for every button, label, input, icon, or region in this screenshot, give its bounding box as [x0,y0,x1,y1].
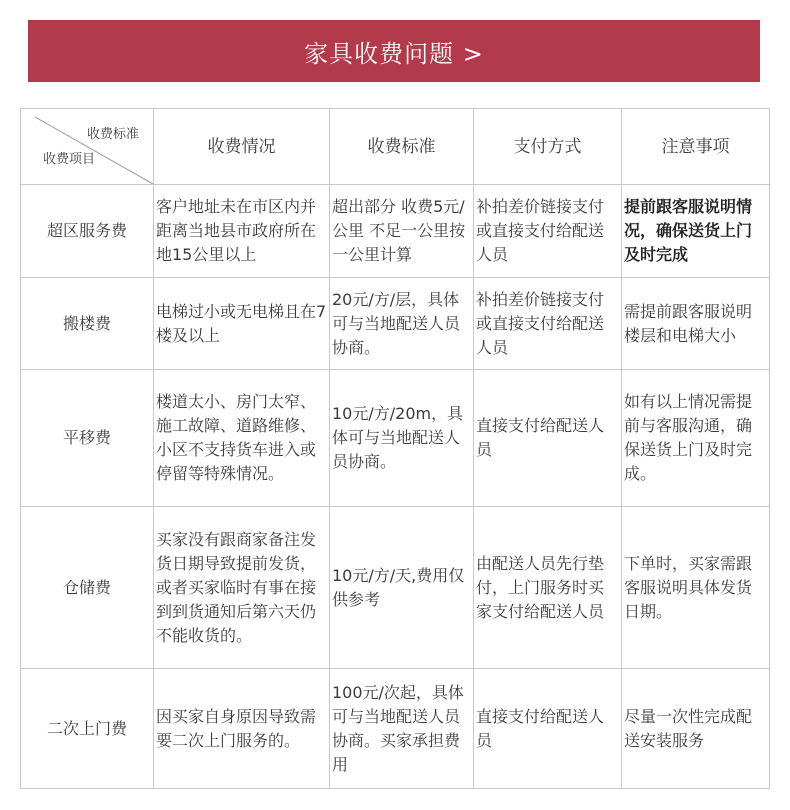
row-name: 平移费 [21,370,154,507]
fee-table [20,108,770,789]
banner-title: 家具收费问题 > [304,39,484,68]
row-standard: 100元/次起，具体可与当地配送人员协商。买家承担费用 [330,669,474,789]
row-name: 二次上门费 [21,669,154,789]
table-row [21,278,770,370]
row-name: 超区服务费 [21,185,154,278]
page-banner[interactable] [28,20,760,82]
corner-header-cell [21,109,154,185]
corner-label-item: 收费项目 [43,152,96,167]
header-standard: 收费标准 [330,109,474,185]
row-payment: 直接支付给配送人员 [474,669,622,789]
row-standard: 20元/方/层，具体可与当地配送人员协商。 [330,278,474,370]
corner-label-standard: 收费标准 [86,127,139,142]
row-standard: 10元/方/天,费用仅供参考 [330,507,474,669]
row-note: 如有以上情况需提前与客服沟通，确保送货上门及时完成。 [622,370,770,507]
table-row [21,669,770,789]
row-situation: 买家没有跟商家备注发货日期导致提前发货，或者买家临时有事在接到到货通知后第六天仍不能收货的。 [154,507,330,669]
row-note: 需提前跟客服说明楼层和电梯大小 [622,278,770,370]
header-payment: 支付方式 [474,109,622,185]
row-name: 搬楼费 [21,278,154,370]
row-standard: 10元/方/20m，具体可与当地配送人员协商。 [330,370,474,507]
row-situation: 电梯过小或无电梯且在7楼及以上 [154,278,330,370]
row-note: 提前跟客服说明情况，确保送货上门及时完成 [622,185,770,278]
row-payment: 直接支付给配送人员 [474,370,622,507]
table-row [21,507,770,669]
row-note: 下单时，买家需跟客服说明具体发货日期。 [622,507,770,669]
table-row [21,370,770,507]
row-standard: 超出部分 收费5元/公里 不足一公里按一公里计算 [330,185,474,278]
row-situation: 客户地址未在市区内并距离当地县市政府所在地15公里以上 [154,185,330,278]
header-note: 注意事项 [622,109,770,185]
row-payment: 补拍差价链接支付或直接支付给配送人员 [474,278,622,370]
table-row [21,185,770,278]
table-header-row [21,109,770,185]
row-note: 尽量一次性完成配送安装服务 [622,669,770,789]
header-situation: 收费情况 [154,109,330,185]
row-payment: 由配送人员先行垫付，上门服务时买家支付给配送人员 [474,507,622,669]
row-situation: 楼道太小、房门太窄、施工故障、道路维修、小区不支持货车进入或停留等特殊情况。 [154,370,330,507]
row-payment: 补拍差价链接支付或直接支付给配送人员 [474,185,622,278]
row-situation: 因买家自身原因导致需要二次上门服务的。 [154,669,330,789]
row-name: 仓储费 [21,507,154,669]
